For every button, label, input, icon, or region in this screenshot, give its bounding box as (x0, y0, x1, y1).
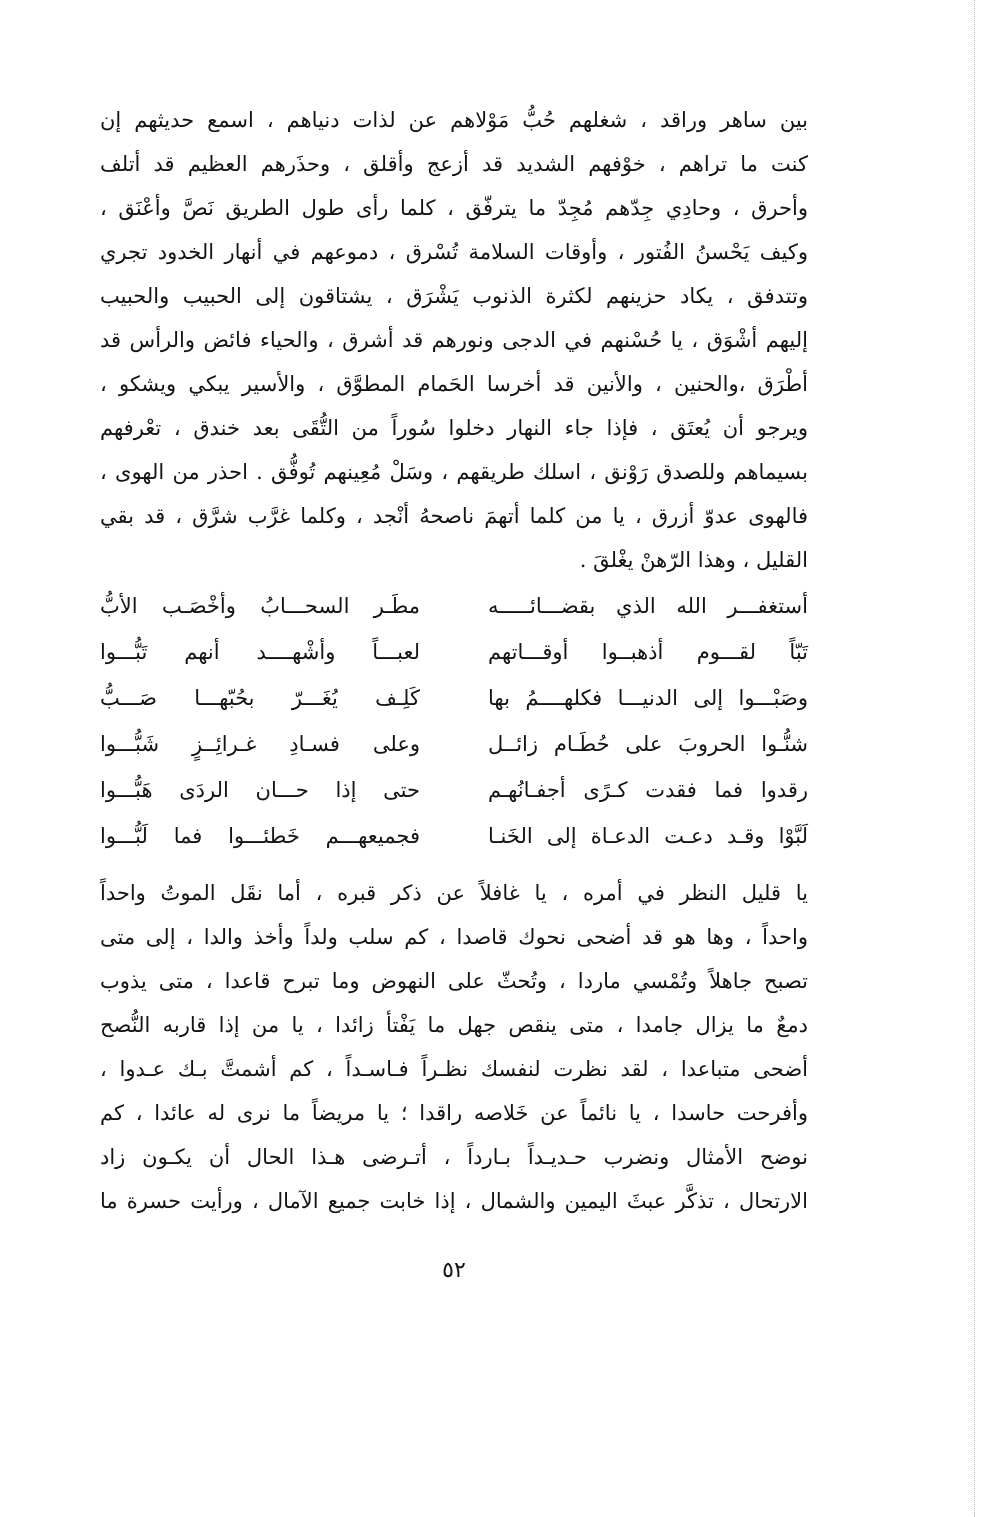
poem-hemistich-second: مطَـر السحـــابُ وأخْصَـب الأبُّ (100, 594, 420, 618)
text-line: دمعٌ ما يزال جامدا ، متى ينقص جهل ما يَفْتأ زائدا ، يا من إذا قاربه النُّصح (100, 1013, 808, 1037)
text-line: القليل ، وهذا الرّهنْ يغْلقَ . (579, 548, 808, 572)
text-line: أضحى متباعدا ، لقد نظرت لنفسك نظـراً فـاسـداً ، كم أشمتَّ بـك عـدوا ، (100, 1057, 808, 1081)
text-line: فالهوى عدوّ أزرق ، يا من كلما أتهمَ ناصحهُ أنْجد ، وكلما غرَّب شرَّق ، قد بقي (100, 504, 808, 528)
poem-verse (100, 675, 808, 721)
poem-verse (100, 813, 808, 859)
page-number: ٥٢ (442, 1258, 466, 1283)
text-line: إليهم أشْوَق ، يا حُسْنهم في الدجى ونورهم قد أشرق ، والحياء فائض والرأس قد (100, 328, 808, 352)
poem-hemistich-first: أستغفـــر الله الذي بقضـــائـــــه (488, 594, 808, 618)
poem-verse (100, 767, 808, 813)
poem-verse (100, 583, 808, 629)
text-line: وأفرحت حاسدا ، يا نائماً عن خَلاصه راقدا ؛ يا مريضاً ما نرى له عائدا ، كم (100, 1101, 808, 1125)
text-line: وأحرق ، وحادِي جِدّهم مُجِدّ ما يترفّق ، كلما رأى طول الطريق نَصَّ وأعْنَق ، (100, 196, 808, 220)
text-line: تصبح جاهلاً وتُمْسي ماردا ، وتُحثّ على النهوض وما تبرح قاعدا ، متى يذوب (100, 969, 808, 993)
poem-hemistich-second: حتى إذا حـــان الردَى هَبُّـــوا (100, 778, 420, 802)
poem-verse (100, 629, 808, 675)
text-line: وتتدفق ، يكاد حزينهم لكثرة الذنوب يَشْرَق ، يشتاقون إلى الحبيب والحبيب (100, 284, 808, 308)
poem-hemistich-second: فجميعهـــم خَطئـــوا فما لَبُّـــوا (100, 824, 420, 848)
poem-hemistich-second: وعلى فسـادِ غـرائِــزٍ شَبُّـــوا (100, 732, 420, 756)
poem-hemistich-first: شنُّـوا الحروبَ على حُطَـام زائــل (488, 732, 808, 756)
poem-verse (100, 721, 808, 767)
poem-hemistich-first: لَبَّوْا وقـد دعـت الدعـاة إلى الخَنـا (488, 824, 808, 848)
poem-hemistich-first: وصَبْـــوا إلى الدنيـــا فكلهــــمُ بها (488, 686, 808, 710)
text-line: كنت ما تراهم ، خوْفهم الشديد قد أزعج وأقلق ، وحذَرهم العظيم قد أتلف (100, 152, 808, 176)
text-line: بسيماهم وللصدق رَوْنق ، اسلك طريقهم ، وسَلْ مُعِينهم تُوفُّق . احذر من الهوى ، (100, 460, 808, 484)
poem-hemistich-first: رقدوا فما فقدت كـرًى أجفـانُهـم (488, 778, 808, 802)
text-line: وكيف يَحْسنُ الفُتور ، وأوقات السلامة تُسْرق ، دموعهم في أنهار الخدود تجري (100, 240, 808, 264)
text-line: بين ساهر وراقد ، شغلهم حُبُّ مَوْلاهم عن لذات دنياهم ، اسمع حديثهم إن (100, 108, 808, 132)
text-line: يا قليل النظر في أمره ، يا غافلاً عن ذكر قبره ، أما نقَل الموتُ واحداً (100, 881, 808, 905)
text-line: ويرجو أن يُعتَق ، فإذا جاء النهار دخلوا سُوراً من التُّقَى بعد خندق ، تعْرفهم (100, 416, 808, 440)
text-line: واحداً ، وها هو قد أضحى نحوك قاصدا ، كم سلب ولداً وأخذ والدا ، إلى متى (100, 925, 808, 949)
poem-hemistich-first: تَبّاً لقـــوم أذهبــوا أوقـــاتهم (488, 640, 808, 664)
text-line: نوضح الأمثال ونضرب حـديـداً بـارداً ، أتـرضى هـذا الحال أن يكـون زاد (100, 1145, 808, 1169)
text-line: أطْرَق ،والحنين ، والأنين قد أخرسا الحَمام المطوَّق ، والأسير يبكي ويشكو ، (100, 372, 808, 396)
scan-edge-line (974, 0, 975, 1517)
text-line: الارتحال ، تذكَّر عبثَ اليمين والشمال ، إذا خابت جميع الآمال ، ورأيت حسرة ما (100, 1189, 808, 1213)
poem-hemistich-second: لعبـــاً وأشْهــــد أنهم تَبُّـــوا (100, 640, 420, 664)
poem-hemistich-second: كَلِـف يُغَـــرّ بحُبّهـــا صَـــبُّ (100, 686, 420, 710)
